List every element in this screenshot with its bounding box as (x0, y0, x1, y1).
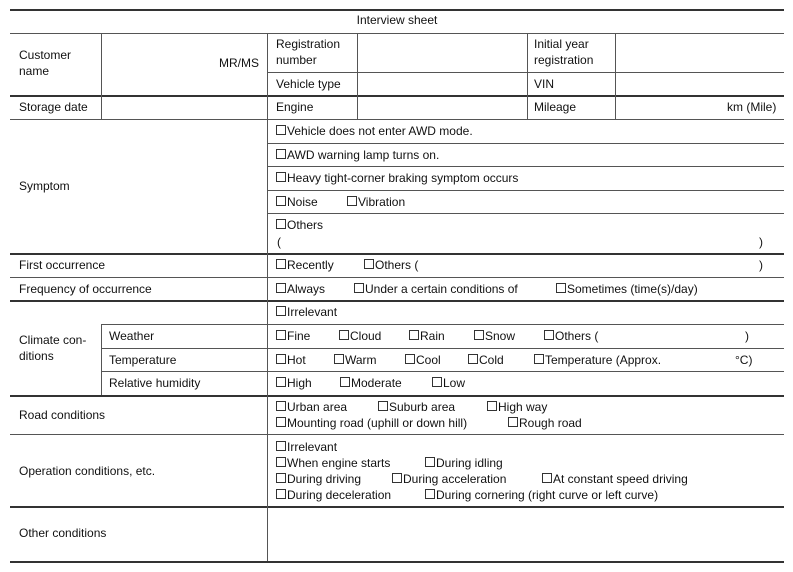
checkbox[interactable] (334, 354, 344, 364)
checkbox[interactable] (276, 172, 286, 182)
checkbox[interactable] (276, 330, 286, 340)
option-suburb[interactable]: Suburb area (378, 400, 455, 414)
symptom-label: Symptom (19, 179, 70, 193)
row-line (101, 348, 784, 349)
row-line (10, 119, 784, 120)
other-conditions-field[interactable] (268, 508, 783, 560)
option-idling[interactable]: During idling (425, 456, 503, 470)
row-line (267, 166, 784, 167)
checkbox[interactable] (276, 259, 286, 269)
vin-field[interactable] (616, 73, 783, 94)
option-sometimes[interactable]: Sometimes (time(s)/day) (556, 282, 698, 296)
registration-number-field[interactable] (358, 34, 526, 71)
mileage-unit: km (Mile) (727, 100, 777, 114)
frequency-label: Frequency of occurrence (19, 282, 152, 296)
option-warning-lamp[interactable]: AWD warning lamp turns on. (276, 148, 439, 162)
option-awd-mode[interactable]: Vehicle does not enter AWD mode. (276, 124, 473, 138)
row-line (10, 253, 784, 255)
row-line (10, 434, 784, 435)
checkbox[interactable] (354, 283, 364, 293)
table-bottom-border (10, 561, 784, 563)
option-highway[interactable]: High way (487, 400, 547, 414)
climate-label: ditions (19, 349, 54, 363)
option-weather-others[interactable]: Others ( (544, 329, 598, 343)
row-line (267, 190, 784, 191)
checkbox[interactable] (364, 259, 374, 269)
option-cold[interactable]: Cold (468, 353, 504, 367)
checkbox[interactable] (378, 401, 388, 411)
checkbox[interactable] (474, 330, 484, 340)
option-braking[interactable]: Heavy tight-corner braking symptom occurs (276, 171, 518, 185)
option-temperature-approx[interactable]: Temperature (Approx. (534, 353, 661, 367)
checkbox[interactable] (556, 283, 566, 293)
row-line (10, 300, 784, 302)
checkbox[interactable] (276, 219, 286, 229)
initial-year-registration-label: Initial year (534, 37, 589, 51)
checkbox[interactable] (276, 283, 286, 293)
row-line (10, 277, 784, 278)
option-vibration[interactable]: Vibration (347, 195, 405, 209)
checkbox[interactable] (276, 196, 286, 206)
checkbox[interactable] (409, 330, 419, 340)
option-noise[interactable]: Noise (276, 195, 318, 209)
checkbox[interactable] (487, 401, 497, 411)
operation-label: Operation conditions, etc. (19, 464, 156, 478)
checkbox[interactable] (347, 196, 357, 206)
weather-others-field[interactable] (606, 328, 742, 344)
humidity-label: Relative humidity (109, 376, 201, 390)
checkbox[interactable] (276, 401, 286, 411)
option-recently[interactable]: Recently (276, 258, 334, 272)
engine-label: Engine (276, 100, 314, 114)
option-engine-starts[interactable]: When engine starts (276, 456, 390, 470)
checkbox[interactable] (276, 306, 286, 316)
vehicle-type-field[interactable] (358, 73, 526, 94)
mileage-label: Mileage (534, 100, 577, 114)
symptom-others-paren-close: ) (759, 235, 763, 249)
mileage-field[interactable] (616, 97, 716, 118)
row-line (10, 395, 784, 397)
checkbox[interactable] (276, 489, 286, 499)
option-first-others[interactable]: Others ( (364, 258, 418, 272)
option-mounting-road[interactable]: Mounting road (uphill or down hill) (276, 416, 467, 430)
row-line (267, 143, 784, 144)
symptom-others-paren-open: ( (277, 235, 281, 249)
option-warm[interactable]: Warm (334, 353, 377, 367)
checkbox[interactable] (276, 125, 286, 135)
option-hot[interactable]: Hot (276, 353, 306, 367)
mr-ms-label: MR/MS (219, 56, 259, 70)
weather-label: Weather (109, 329, 155, 343)
option-climate-irrelevant[interactable]: Irrelevant (276, 305, 337, 319)
temperature-approx-field[interactable] (672, 352, 730, 368)
option-rain[interactable]: Rain (409, 329, 445, 343)
option-driving[interactable]: During driving (276, 472, 361, 486)
checkbox[interactable] (276, 457, 286, 467)
temperature-label: Temperature (109, 353, 177, 367)
sheet-title: Interview sheet (356, 13, 438, 27)
checkbox[interactable] (276, 354, 286, 364)
initial-year-registration-field[interactable] (616, 34, 783, 71)
checkbox[interactable] (276, 473, 286, 483)
checkbox[interactable] (508, 417, 518, 427)
storage-date-field[interactable] (102, 97, 266, 118)
row-line (101, 324, 784, 325)
checkbox[interactable] (276, 417, 286, 427)
option-low[interactable]: Low (432, 376, 465, 390)
checkbox[interactable] (544, 330, 554, 340)
vehicle-type-label: Vehicle type (276, 77, 341, 91)
option-cool[interactable]: Cool (405, 353, 441, 367)
initial-year-registration-label: registration (534, 53, 594, 67)
other-conditions-label: Other conditions (19, 526, 107, 540)
registration-number-label: Registration (276, 37, 341, 51)
checkbox[interactable] (392, 473, 402, 483)
option-acceleration[interactable]: During acceleration (392, 472, 506, 486)
vin-label: VIN (534, 77, 555, 91)
option-snow[interactable]: Snow (474, 329, 515, 343)
customer-name-field[interactable] (102, 34, 266, 95)
option-constant-speed[interactable]: At constant speed driving (542, 472, 688, 486)
option-operation-irrelevant[interactable]: Irrelevant (276, 440, 337, 454)
checkbox[interactable] (276, 377, 286, 387)
engine-field[interactable] (358, 97, 526, 118)
column-line (267, 33, 268, 561)
option-always[interactable]: Always (276, 282, 325, 296)
checkbox[interactable] (340, 377, 350, 387)
option-urban[interactable]: Urban area (276, 400, 347, 414)
column-line (101, 324, 102, 395)
checkbox[interactable] (468, 354, 478, 364)
symptom-others-field[interactable] (286, 234, 756, 250)
checkbox[interactable] (534, 354, 544, 364)
customer-name-label: Customer (19, 48, 72, 62)
first-others-paren-close: ) (759, 258, 763, 272)
road-label: Road conditions (19, 408, 106, 422)
storage-date-label: Storage date (19, 100, 88, 114)
checkbox[interactable] (425, 489, 435, 499)
option-high[interactable]: High (276, 376, 312, 390)
checkbox[interactable] (425, 457, 435, 467)
option-rough-road[interactable]: Rough road (508, 416, 582, 430)
checkbox[interactable] (405, 354, 415, 364)
option-fine[interactable]: Fine (276, 329, 310, 343)
column-line (527, 33, 528, 119)
checkbox[interactable] (432, 377, 442, 387)
climate-label: Climate con- (19, 333, 87, 347)
option-symptom-others[interactable]: Others (276, 218, 323, 232)
first-others-field[interactable] (428, 257, 756, 273)
checkbox[interactable] (339, 330, 349, 340)
checkbox[interactable] (276, 441, 286, 451)
option-deceleration[interactable]: During deceleration (276, 488, 391, 502)
option-cornering[interactable]: During cornering (right curve or left curve) (425, 488, 658, 502)
checkbox[interactable] (276, 149, 286, 159)
customer-name-label: name (19, 64, 50, 78)
temperature-unit: °C) (735, 353, 753, 367)
option-cloud[interactable]: Cloud (339, 329, 381, 343)
registration-number-label: number (276, 53, 317, 67)
checkbox[interactable] (542, 473, 552, 483)
table-top-border (10, 9, 784, 11)
first-occurrence-label: First occurrence (19, 258, 106, 272)
row-line (267, 213, 784, 214)
weather-others-paren-close: ) (745, 329, 749, 343)
row-line (101, 371, 784, 372)
option-certain-conditions[interactable]: Under a certain conditions of (354, 282, 518, 296)
option-moderate[interactable]: Moderate (340, 376, 402, 390)
